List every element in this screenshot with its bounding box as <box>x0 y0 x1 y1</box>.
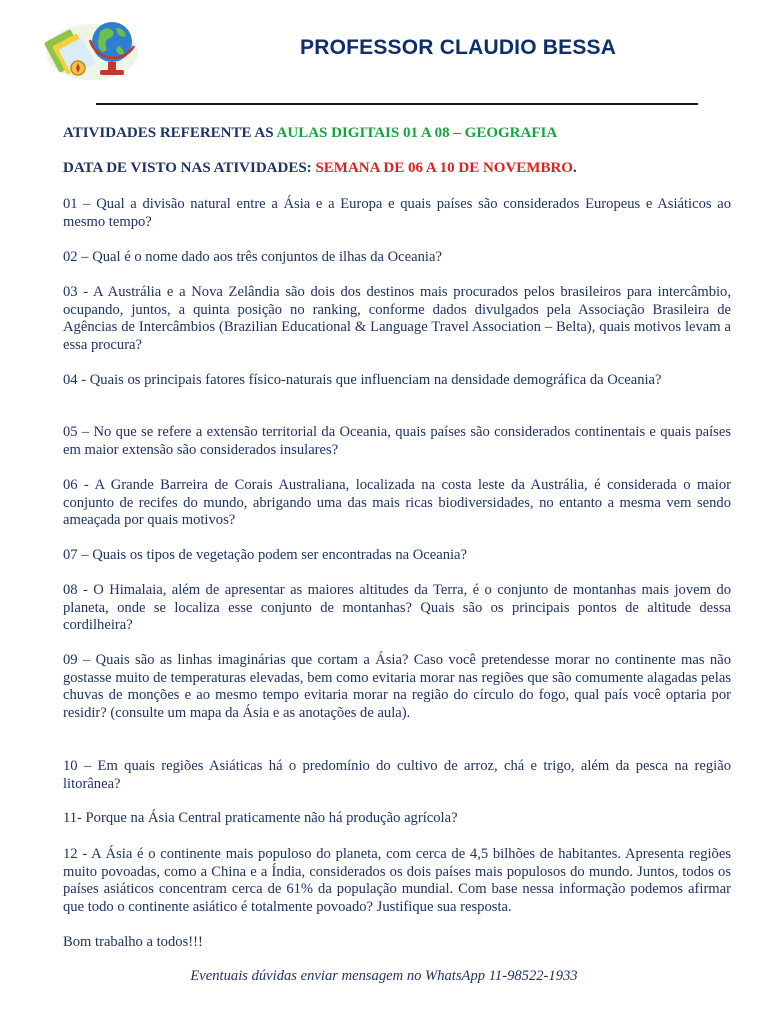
visto-label: DATA DE VISTO NAS ATIVIDADES: <box>63 160 312 176</box>
question-10: 10 – Em quais regiões Asiáticas há o predomínio do cultivo de arroz, chá e trigo, além da pesca na região litorânea? <box>63 758 731 792</box>
whatsapp-footer: Eventuais dúvidas enviar mensagem no WhatsApp 11-98522-1933 <box>190 968 578 984</box>
activities-heading <box>63 125 557 142</box>
visto-heading <box>63 160 577 177</box>
question-02: 02 – Qual é o nome dado aos três conjuntos de ilhas da Oceania? <box>63 249 442 265</box>
question-06: 06 - A Grande Barreira de Corais Australiana, localizada na costa leste da Austrália, é considerada o maior conjunto de recifes do mundo, abrigando uma das mais ricas biodiversidades, no entanto a mesma vem sendo ameaçada por quais motivos? <box>63 477 731 528</box>
question-03: 03 - A Austrália e a Nova Zelândia são dois dos destinos mais procurados pelos brasileiros para intercâmbio, ocupando, juntos, a quinta posição no ranking, conforme dados divulgados pela Associação Brasileira de Agências de Intercâmbios (Brazilian Educational & Language Travel Association – Belta), quais motivos levam a essa procura? <box>63 284 731 353</box>
closing-message: Bom trabalho a todos!!! <box>63 934 203 950</box>
visto-date: SEMANA DE 06 A 10 DE NOVEMBRO <box>315 160 573 176</box>
question-01: 01 – Qual a divisão natural entre a Ásia e a Europa e quais países são considerados Europeus e Asiáticos ao mesmo tempo? <box>63 196 731 230</box>
visto-end: . <box>572 160 577 176</box>
question-09: 09 – Quais são as linhas imaginárias que cortam a Ásia? Caso você pretendesse morar no continente mas não gostasse muito de temperaturas elevadas, bem como evitaria morar nas regiões que são comumente alagadas pelas chuvas de monções e ao mesmo tempo evitaria morar na região do círculo do fogo, qual país você optaria por residir? (consulte um mapa da Ásia e as anotações de aula). <box>63 652 731 721</box>
activities-label: ATIVIDADES REFERENTE AS <box>63 125 274 141</box>
question-08: 08 - O Himalaia, além de apresentar as maiores altitudes da Terra, é o conjunto de montanhas mais jovem do planeta, onde se localiza esse conjunto de montanhas? Quais são os principais pontos de altitude dessa cordilheira? <box>63 582 731 633</box>
question-07: 07 – Quais os tipos de vegetação podem ser encontradas na Oceania? <box>63 547 468 563</box>
question-12: 12 - A Ásia é o continente mais populoso do planeta, com cerca de 4,5 bilhões de habitantes. Apresenta regiões muito povoadas, como a China e a Índia, considerados os dois países mais populosos do mundo. Juntos, todos os países asiáticos concentram cerca de 61% da população mundial. Com base nessa informação podemos afirmar que todo o continente asiático é totalmente povoado? Justifique sua resposta. <box>63 846 731 915</box>
globe-books-logo <box>44 12 144 82</box>
page-title: PROFESSOR CLAUDIO BESSA <box>300 36 617 59</box>
question-11: 11- Porque na Ásia Central praticamente não há produção agrícola? <box>63 810 458 826</box>
question-05: 05 – No que se refere a extensão territorial da Oceania, quais países são considerados continentais e quais países em maior extensão são considerados insulares? <box>63 424 731 458</box>
activities-subject: AULAS DIGITAIS 01 A 08 – GEOGRAFIA <box>276 125 558 141</box>
title-divider <box>96 103 698 105</box>
question-04: 04 - Quais os principais fatores físico-naturais que influenciam na densidade demográfica da Oceania? <box>63 372 662 388</box>
